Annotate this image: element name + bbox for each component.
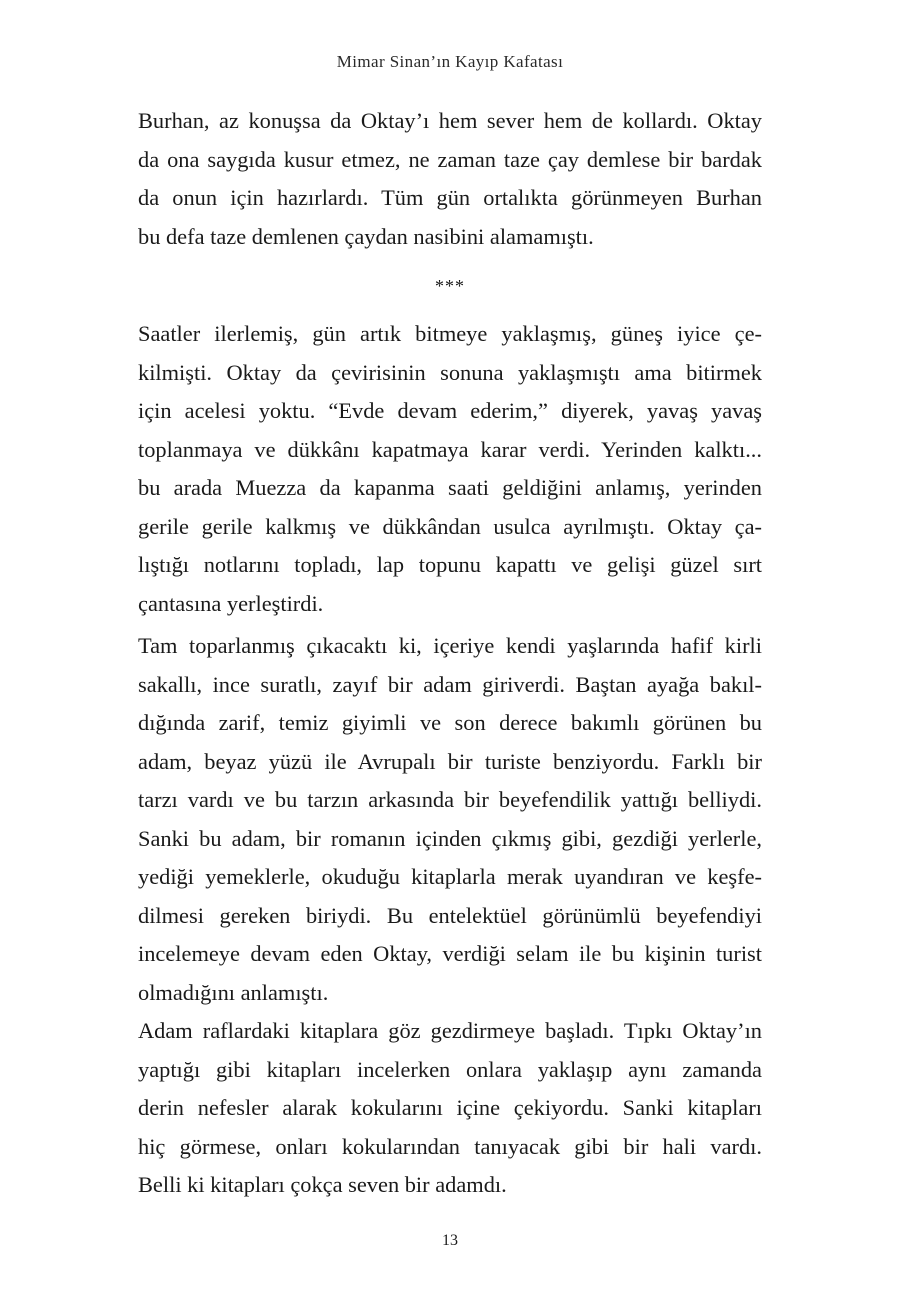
text-line: tarzı vardı ve bu tarzın arkasında bir beyefendilik yattığı belliydi.	[138, 787, 762, 812]
text-line: olmadığını anlamıştı.	[138, 979, 329, 1005]
paragraph-2	[138, 315, 762, 623]
text-line: da ona saygıda kusur etmez, ne zaman taze çay demlese bir bardak	[138, 146, 762, 172]
paragraph-3	[138, 627, 762, 1012]
running-header: Mimar Sinan’ın Kayıp Kafatası	[336, 52, 564, 71]
text-line: yaptığı gibi kitapları incelerken onlara yaklaşıp aynı zamanda	[138, 1056, 762, 1082]
scene-break: ***	[435, 276, 465, 296]
text-line: Sanki bu adam, bir romanın içinden çıkmış gibi, gezdiği yerlerle,	[138, 825, 762, 851]
text-line: kilmişti. Oktay da çevirisinin sonuna yaklaşmıştı ama bitirmek	[138, 359, 762, 385]
text-line: Adam raflardaki kitaplara göz gezdirmeye başladı. Tıpkı Oktay’ın	[138, 1018, 762, 1043]
paragraph-1	[138, 102, 762, 256]
text-line: toplanmaya ve dükkânı kapatmaya karar verdi. Yerinden kalktı...	[138, 436, 762, 462]
text-line: adam, beyaz yüzü ile Avrupalı bir turiste benziyordu. Farklı bir	[138, 748, 762, 774]
text-line: Saatler ilerlemiş, gün artık bitmeye yaklaşmış, güneş iyice çe-	[138, 321, 762, 346]
text-line: Tam toparlanmış çıkacaktı ki, içeriye kendi yaşlarında hafif kirli	[138, 633, 762, 658]
text-line: lıştığı notlarını topladı, lap topunu kapattı ve gelişi güzel sırt	[138, 552, 762, 577]
text-line: derin nefesler alarak kokularını içine çekiyordu. Sanki kitapları	[138, 1095, 762, 1120]
text-line: Belli ki kitapları çokça seven bir adamdı.	[138, 1172, 507, 1197]
text-line: dilmesi gereken biriydi. Bu entelektüel görünümlü beyefendiyi	[138, 902, 762, 928]
text-line: gerile gerile kalkmış ve dükkândan usulca ayrılmıştı. Oktay ça-	[138, 513, 762, 539]
text-line: bu arada Muezza da kapanma saati geldiğini anlamış, yerinden	[138, 475, 762, 500]
text-line: çantasına yerleştirdi.	[138, 590, 324, 616]
paragraph-4	[138, 1012, 762, 1205]
text-line: hiç görmese, onları kokularından tanıyacak gibi bir hali vardı.	[138, 1133, 762, 1159]
page-number: 13	[442, 1232, 458, 1249]
text-line: dığında zarif, temiz giyimli ve son derece bakımlı görünen bu	[138, 710, 762, 735]
text-line: incelemeye devam eden Oktay, verdiği selam ile bu kişinin turist	[138, 941, 762, 966]
text-line: bu defa taze demlenen çaydan nasibini alamamıştı.	[138, 223, 594, 249]
text-line: yediği yemeklerle, okuduğu kitaplarla merak uyandıran ve keşfe-	[138, 864, 762, 889]
text-line: Burhan, az konuşsa da Oktay’ı hem sever hem de kollardı. Oktay	[138, 108, 762, 133]
text-line: sakallı, ince suratlı, zayıf bir adam giriverdi. Baştan ayağa bakıl-	[138, 671, 762, 697]
text-line: için acelesi yoktu. “Evde devam ederim,” diyerek, yavaş yavaş	[138, 398, 762, 423]
text-line: da onun için hazırlardı. Tüm gün ortalıkta görünmeyen Burhan	[138, 185, 762, 210]
